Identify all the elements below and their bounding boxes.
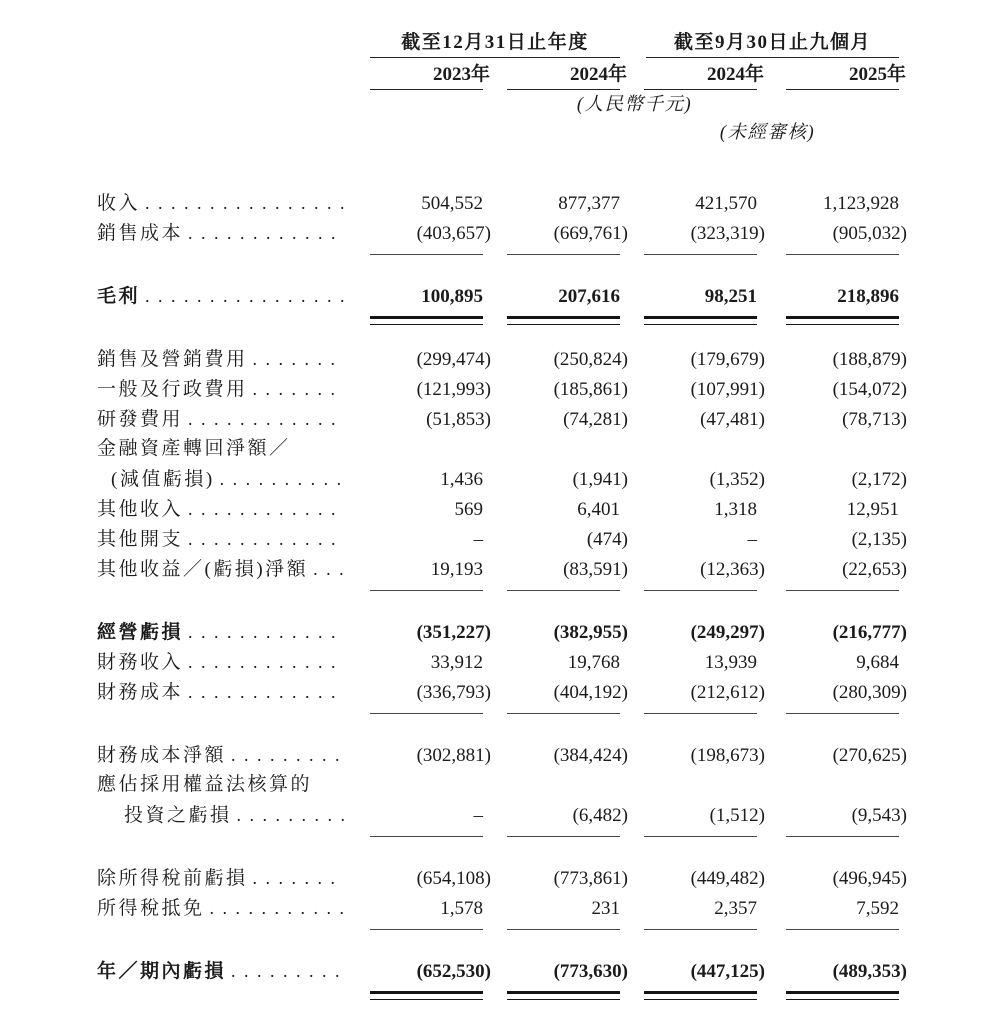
table-row [97,404,987,434]
cell-value: (384,424) [553,745,628,766]
row-label-cell [97,647,370,678]
cell-value: (1,352) [709,469,765,490]
table-row [97,374,987,404]
value-cell [620,648,757,678]
row-label-cell [97,617,370,648]
table-row [97,434,987,464]
row-label: 銷售成本 [97,223,184,244]
cell-value: (447,125) [690,961,765,982]
year-column-header [757,60,906,90]
cell-value: (107,991) [690,379,765,400]
row-label: 金融資產轉回淨額／ [97,438,291,459]
unaudited-note: (未經審核) [719,123,816,143]
cell-value: (51,853) [426,409,491,430]
value-cell [757,801,907,831]
cell-value: (270,625) [832,745,907,766]
cell-value: (1,512) [709,805,765,826]
leader-dots [210,893,344,923]
value-cell [370,741,491,771]
value-cell [483,894,620,924]
row-label-cell [97,188,370,219]
row-label: (減值虧損) [111,469,215,490]
cell-value: (216,777) [832,622,907,643]
cell-value: 569 [454,499,483,520]
value-cell [483,375,628,405]
row-label-cell [97,524,370,555]
value-cell [370,219,491,249]
row-label-cell [97,218,370,249]
leader-dots [253,863,344,893]
value-cell [370,618,491,648]
leader-dots [253,344,344,374]
value-cell [757,189,899,219]
row-label: 財務收入 [97,652,184,673]
year-column-header [620,60,764,90]
cell-value: (22,653) [842,559,907,580]
leader-dots [231,956,344,986]
value-cell [620,801,765,831]
value-cell [620,345,765,375]
cell-value: (1,941) [572,469,628,490]
value-cell [483,801,628,831]
row-label: 收入 [97,193,141,214]
row-label-cell [97,434,370,464]
value-cell [757,864,907,894]
value-cell [370,375,491,405]
cell-value: (83,591) [563,559,628,580]
row-label-cell [97,863,370,894]
cell-value: 218,896 [837,286,899,307]
value-cell [620,864,765,894]
cell-value: (121,993) [416,379,491,400]
row-label: 經營虧損 [97,622,184,643]
year-label: 2024年 [569,64,627,85]
value-cell [483,555,628,585]
value-cell [370,555,483,585]
period-group-title: 截至12月31日止年度 [401,32,589,53]
cell-value: (905,032) [832,223,907,244]
value-cell [757,495,899,525]
row-label: 財務成本淨額 [97,745,227,766]
value-cell [483,678,628,708]
cell-value: (212,612) [690,682,765,703]
cell-value: (188,879) [832,349,907,370]
cell-value: 6,401 [577,499,620,520]
value-cell [370,405,491,435]
cell-value: 1,578 [440,898,483,919]
cell-value: (250,824) [553,349,628,370]
value-cell [370,495,483,525]
leader-dots [188,677,344,707]
row-label: 年／期內虧損 [97,961,227,982]
cell-value: 207,616 [558,286,620,307]
cell-value: (74,281) [563,409,628,430]
value-cell [757,219,907,249]
value-cell [620,189,757,219]
cell-value: 1,436 [440,469,483,490]
table-row [97,956,987,986]
table-row [97,740,987,770]
cell-value: (302,881) [416,745,491,766]
value-cell [757,405,907,435]
row-label: 毛利 [97,286,141,307]
period-group-nine-months [646,29,899,58]
row-label: 其他收益／(虧損)淨額 [97,559,309,580]
cell-value: (280,309) [832,682,907,703]
row-label: 財務成本 [97,682,184,703]
value-cell [620,894,757,924]
cell-value: (299,474) [416,349,491,370]
cell-value: – [473,529,483,550]
value-cell [370,648,483,678]
year-column-header [483,60,627,90]
row-label-cell [97,494,370,525]
cell-value: 504,552 [421,193,483,214]
table-row [97,494,987,524]
cell-value: (489,353) [832,961,907,982]
cell-value: 19,193 [430,559,483,580]
row-label-cell [97,344,370,375]
table-row [97,554,987,584]
row-label: 研發費用 [97,409,184,430]
value-cell [757,618,907,648]
row-label-cell [97,374,370,405]
value-cell [370,525,483,555]
table-row [97,863,987,893]
value-cell [620,741,765,771]
table-row [97,218,987,248]
leader-dots [188,647,344,677]
table-row [97,647,987,677]
unaudited-note-row [97,118,987,146]
value-cell [370,345,491,375]
value-cell [620,405,765,435]
value-cell [620,957,765,987]
row-label-cell [97,554,370,585]
cell-value: 1,123,928 [823,193,899,214]
table-row [97,188,987,218]
value-cell [620,618,765,648]
value-cell [757,741,907,771]
table-row [97,770,987,800]
leader-dots [188,404,344,434]
row-label: 一般及行政費用 [97,379,248,400]
cell-value: (773,630) [553,961,628,982]
row-label: 應佔採用權益法核算的 [97,774,313,795]
row-label-cell [97,740,370,771]
value-cell [620,465,765,495]
row-label: 其他開支 [97,529,184,550]
row-label: 投資之虧損 [124,805,232,826]
cell-value: (323,319) [690,223,765,244]
value-cell [483,405,628,435]
cell-value: 877,377 [558,193,620,214]
value-cell [370,864,491,894]
cell-value: (773,861) [553,868,628,889]
cell-value: (336,793) [416,682,491,703]
cell-value: (78,713) [842,409,907,430]
cell-value: 1,318 [714,499,757,520]
table-row [97,281,987,311]
period-group-title: 截至9月30日止九個月 [673,32,871,53]
cell-value: (403,657) [416,223,491,244]
cell-value: (47,481) [700,409,765,430]
cell-value: 231 [591,898,620,919]
row-label-cell [97,464,370,495]
leader-dots [145,281,344,311]
value-cell [483,345,628,375]
leader-dots [231,740,344,770]
leader-dots [188,617,344,647]
table-row [97,893,987,923]
row-label-cell [97,893,370,924]
value-cell [620,375,765,405]
cell-value: (249,297) [690,622,765,643]
value-cell [757,525,907,555]
value-cell [483,282,620,312]
year-label: 2024年 [706,64,764,85]
value-cell [370,801,483,831]
table-row [97,344,987,374]
value-cell [620,678,765,708]
cell-value: (9,543) [851,805,907,826]
value-cell [757,555,907,585]
currency-note-row [97,90,987,118]
value-cell [483,957,628,987]
cell-value: (404,192) [553,682,628,703]
year-label: 2025年 [848,64,906,85]
year-header-row [97,58,987,90]
cell-value: (198,673) [690,745,765,766]
table-row [97,800,987,830]
row-label-cell [97,281,370,312]
cell-value: (351,227) [416,622,491,643]
value-cell [757,648,899,678]
value-cell [370,894,483,924]
row-label-cell [97,770,370,800]
cell-value: 7,592 [856,898,899,919]
value-cell [370,957,491,987]
leader-dots [253,374,344,404]
value-cell [483,465,628,495]
value-cell [757,678,907,708]
cell-value: 98,251 [704,286,757,307]
leader-dots [313,554,344,584]
cell-value: (179,679) [690,349,765,370]
leader-dots [188,524,344,554]
year-label: 2023年 [432,64,490,85]
value-cell [757,345,907,375]
value-cell [483,741,628,771]
cell-value: 12,951 [846,499,899,520]
value-cell [483,864,628,894]
row-label: 除所得稅前虧損 [97,868,248,889]
cell-value: 421,570 [695,193,757,214]
row-label-cell [97,956,370,987]
value-cell [620,525,757,555]
row-label: 所得稅抵免 [97,898,205,919]
table-body [97,188,987,986]
period-group-nine-months-wrap [620,29,899,58]
leader-dots [188,494,344,524]
cell-value: (496,945) [832,868,907,889]
period-group-year-ended [370,29,620,58]
value-cell [370,282,483,312]
cell-value: – [473,805,483,826]
row-label-cell [97,404,370,435]
cell-value: (382,955) [553,622,628,643]
currency-note: (人民幣千元) [576,95,693,115]
value-cell [757,375,907,405]
leader-dots [237,800,344,830]
cell-value: 19,768 [567,652,620,673]
value-cell [370,678,491,708]
row-label-cell [97,677,370,708]
cell-value: (2,172) [851,469,907,490]
value-cell [620,555,765,585]
cell-value: 2,357 [714,898,757,919]
cell-value: (185,861) [553,379,628,400]
cell-value: (474) [586,529,628,550]
period-header-row [97,28,987,58]
cell-value: – [747,529,757,550]
leader-dots [220,464,344,494]
cell-value: (2,135) [851,529,907,550]
value-cell [370,189,483,219]
cell-value: 33,912 [430,652,483,673]
value-cell [620,219,765,249]
table-row [97,677,987,707]
table-row [97,524,987,554]
cell-value: 100,895 [421,286,483,307]
cell-value: (12,363) [700,559,765,580]
leader-dots [188,218,344,248]
row-label: 其他收入 [97,499,184,520]
row-label: 銷售及營銷費用 [97,349,248,370]
value-cell [483,525,628,555]
cell-value: (669,761) [553,223,628,244]
value-cell [483,495,620,525]
table-row [97,617,987,647]
value-cell [620,282,757,312]
leader-dots [145,188,344,218]
value-cell [483,648,620,678]
cell-value: (449,482) [690,868,765,889]
row-label-cell [97,800,370,831]
cell-value: 13,939 [704,652,757,673]
table-row [97,464,987,494]
value-cell [757,894,899,924]
cell-value: (154,072) [832,379,907,400]
value-cell [483,618,628,648]
value-cell [620,495,757,525]
value-cell [757,957,907,987]
cell-value: (654,108) [416,868,491,889]
value-cell [483,189,620,219]
cell-value: 9,684 [856,652,899,673]
value-cell [370,465,483,495]
value-cell [757,282,899,312]
year-column-header [370,60,490,90]
cell-value: (652,530) [416,961,491,982]
cell-value: (6,482) [572,805,628,826]
value-cell [483,219,628,249]
value-cell [757,465,907,495]
